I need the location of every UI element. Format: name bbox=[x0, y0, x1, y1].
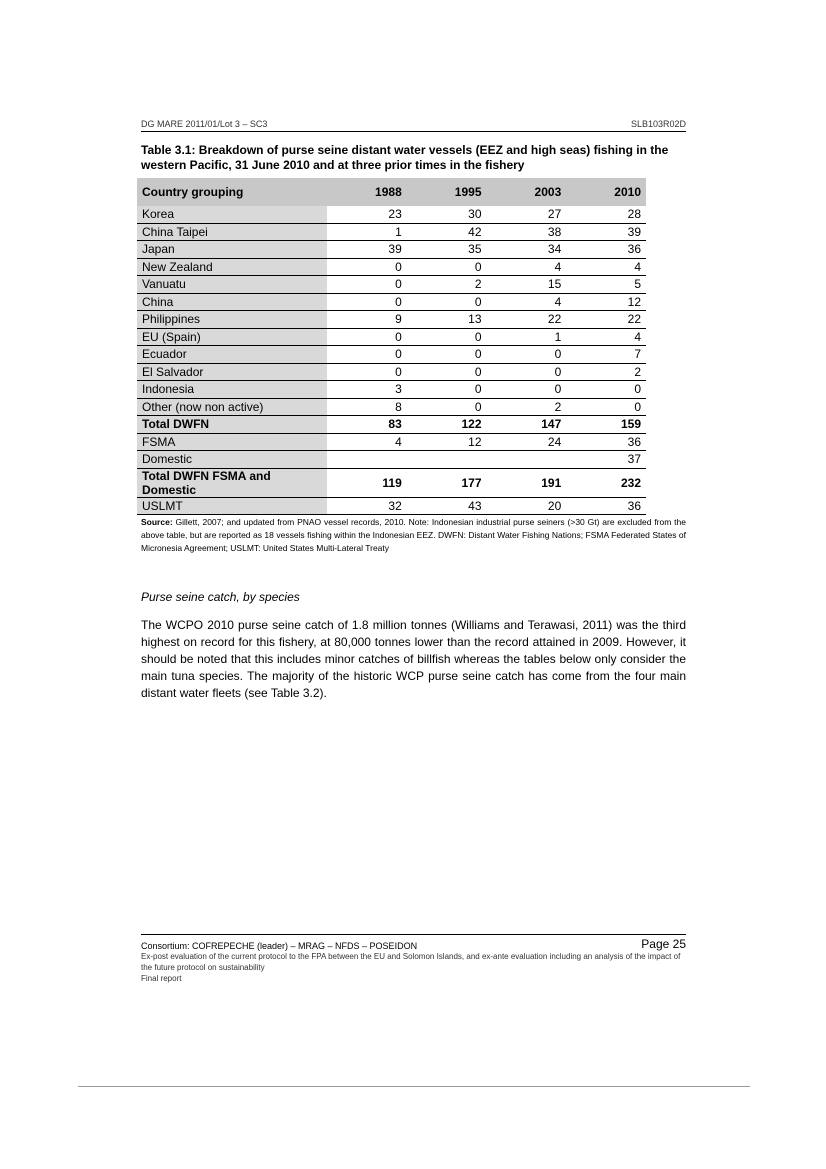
row-label: Japan bbox=[137, 241, 327, 259]
table-cell: 4 bbox=[487, 293, 567, 311]
table-cell: 1 bbox=[487, 328, 567, 346]
table-cell: 119 bbox=[327, 468, 407, 497]
table-cell: 20 bbox=[487, 497, 567, 515]
table-cell: 43 bbox=[407, 497, 487, 515]
table-header-row bbox=[137, 178, 646, 206]
page-number: Page 25 bbox=[641, 937, 686, 951]
table-cell: 2 bbox=[566, 363, 646, 381]
table-cell: 0 bbox=[407, 398, 487, 416]
table-cell: 32 bbox=[327, 497, 407, 515]
header-left: DG MARE 2011/01/Lot 3 – SC3 bbox=[141, 119, 268, 129]
table-cell: 13 bbox=[407, 311, 487, 329]
table-row bbox=[137, 276, 646, 294]
table-row bbox=[137, 223, 646, 241]
table-cell: 23 bbox=[327, 206, 407, 223]
table-cell: 0 bbox=[407, 381, 487, 399]
table-cell: 12 bbox=[407, 433, 487, 451]
row-label: China Taipei bbox=[137, 223, 327, 241]
table-cell: 36 bbox=[566, 497, 646, 515]
table-cell: 122 bbox=[407, 416, 487, 434]
row-label: Korea bbox=[137, 206, 327, 223]
table-cell: 159 bbox=[566, 416, 646, 434]
table-cell: 9 bbox=[327, 311, 407, 329]
column-header: 2010 bbox=[566, 178, 646, 206]
table-caption: Table 3.1: Breakdown of purse seine distant water vessels (EEZ and high seas) fishing in the western Pacific, 31 June 2010 and at three prior times in the fishery bbox=[141, 143, 669, 172]
table-cell: 191 bbox=[487, 468, 567, 497]
footer-report: Final report bbox=[141, 974, 182, 983]
table-cell: 0 bbox=[487, 381, 567, 399]
table-cell: 24 bbox=[487, 433, 567, 451]
table-cell: 22 bbox=[487, 311, 567, 329]
table-row bbox=[137, 311, 646, 329]
table-row bbox=[137, 328, 646, 346]
table-cell: 0 bbox=[327, 346, 407, 364]
vessel-table bbox=[137, 178, 646, 515]
table-cell: 0 bbox=[327, 293, 407, 311]
table-cell: 28 bbox=[566, 206, 646, 223]
table-row bbox=[137, 381, 646, 399]
body-paragraph: The WCPO 2010 purse seine catch of 1.8 million tonnes (Williams and Terawasi, 2011) was the third highest on record for this fishery, at 80,000 tonnes lower than the record attained in 2009. However, it should be noted that this includes minor catches of billfish whereas the tables below only consider the main tuna species. The majority of the historic WCP purse seine catch has come from the four main distant water fleets (see Table 3.2). bbox=[141, 618, 686, 700]
column-header: 2003 bbox=[487, 178, 567, 206]
column-header: 1995 bbox=[407, 178, 487, 206]
table-cell: 5 bbox=[566, 276, 646, 294]
footer-description: Ex-post evaluation of the current protocol to the FPA between the EU and Solomon Islands, and ex-ante evaluation including an analysis of the impact of the future protocol on sustainability bbox=[141, 952, 681, 972]
row-label: Total DWFN FSMA and Domestic bbox=[137, 468, 327, 497]
table-row bbox=[137, 363, 646, 381]
table-row bbox=[137, 258, 646, 276]
table-cell: 147 bbox=[487, 416, 567, 434]
table-cell: 35 bbox=[407, 241, 487, 259]
column-header: Country grouping bbox=[137, 178, 327, 206]
footer-divider bbox=[141, 934, 686, 935]
table-cell: 232 bbox=[566, 468, 646, 497]
table-cell: 4 bbox=[566, 258, 646, 276]
table-row bbox=[137, 416, 646, 434]
table-cell: 0 bbox=[566, 381, 646, 399]
row-label: China bbox=[137, 293, 327, 311]
table-cell: 0 bbox=[327, 258, 407, 276]
table-cell: 0 bbox=[407, 293, 487, 311]
table-cell: 8 bbox=[327, 398, 407, 416]
table-row bbox=[137, 451, 646, 469]
row-label: EU (Spain) bbox=[137, 328, 327, 346]
row-label: Other (now non active) bbox=[137, 398, 327, 416]
page-bottom-rule bbox=[78, 1086, 750, 1087]
row-label: New Zealand bbox=[137, 258, 327, 276]
table-cell: 2 bbox=[487, 398, 567, 416]
table-cell: 30 bbox=[407, 206, 487, 223]
row-label: Total DWFN bbox=[137, 416, 327, 434]
section-title: Purse seine catch, by species bbox=[141, 590, 300, 604]
table-cell: 42 bbox=[407, 223, 487, 241]
table-cell: 0 bbox=[407, 363, 487, 381]
table-cell: 34 bbox=[487, 241, 567, 259]
row-label: Indonesia bbox=[137, 381, 327, 399]
footer-top bbox=[141, 937, 686, 951]
table-cell: 4 bbox=[566, 328, 646, 346]
source-label: Source: bbox=[141, 517, 173, 527]
table-cell: 36 bbox=[566, 433, 646, 451]
table-cell: 0 bbox=[327, 328, 407, 346]
table-cell: 0 bbox=[407, 328, 487, 346]
table-cell: 27 bbox=[487, 206, 567, 223]
table-cell: 3 bbox=[327, 381, 407, 399]
table-cell: 177 bbox=[407, 468, 487, 497]
table-row bbox=[137, 241, 646, 259]
table-row bbox=[137, 468, 646, 497]
table-source-note bbox=[141, 516, 686, 555]
table-row bbox=[137, 398, 646, 416]
table-cell: 0 bbox=[566, 398, 646, 416]
table-cell: 37 bbox=[566, 451, 646, 469]
row-label: USLMT bbox=[137, 497, 327, 515]
table-cell bbox=[327, 451, 407, 469]
table-cell: 39 bbox=[327, 241, 407, 259]
table-cell: 36 bbox=[566, 241, 646, 259]
row-label: Philippines bbox=[137, 311, 327, 329]
table-cell: 0 bbox=[327, 276, 407, 294]
footer-consortium: Consortium: COFREPECHE (leader) – MRAG – NFDS – POSEIDON bbox=[141, 941, 418, 951]
table-cell: 2 bbox=[407, 276, 487, 294]
table-cell: 1 bbox=[327, 223, 407, 241]
column-header: 1988 bbox=[327, 178, 407, 206]
table-cell: 39 bbox=[566, 223, 646, 241]
row-label: FSMA bbox=[137, 433, 327, 451]
table-row bbox=[137, 433, 646, 451]
table-cell: 0 bbox=[487, 363, 567, 381]
table-row bbox=[137, 293, 646, 311]
table-cell bbox=[407, 451, 487, 469]
table-cell: 4 bbox=[487, 258, 567, 276]
footer-bottom bbox=[141, 951, 686, 984]
table-cell: 15 bbox=[487, 276, 567, 294]
row-label: Vanuatu bbox=[137, 276, 327, 294]
row-label: Domestic bbox=[137, 451, 327, 469]
header-right: SLB103R02D bbox=[630, 119, 686, 129]
table-cell: 83 bbox=[327, 416, 407, 434]
table-row bbox=[137, 497, 646, 515]
table-cell: 12 bbox=[566, 293, 646, 311]
table-cell: 0 bbox=[487, 346, 567, 364]
table-cell: 22 bbox=[566, 311, 646, 329]
table-cell: 4 bbox=[327, 433, 407, 451]
page-header bbox=[141, 119, 686, 132]
table-cell: 0 bbox=[407, 346, 487, 364]
table-cell: 7 bbox=[566, 346, 646, 364]
row-label: El Salvador bbox=[137, 363, 327, 381]
table-cell: 0 bbox=[407, 258, 487, 276]
row-label: Ecuador bbox=[137, 346, 327, 364]
source-text: Gillett, 2007; and updated from PNAO vessel records, 2010. Note: Indonesian industrial purse seiners (>30 Gt) are excluded from the above table, but are reported as 18 vessels fishing within the Indonesian EEZ. DWFN: Distant Water Fishing Nations; FSMA Federated States of Micronesia Agreement; USLMT: United States Multi-Lateral Treaty bbox=[141, 517, 686, 553]
table-row bbox=[137, 346, 646, 364]
table-cell: 0 bbox=[327, 363, 407, 381]
table-row bbox=[137, 206, 646, 223]
table-cell: 38 bbox=[487, 223, 567, 241]
table-cell bbox=[487, 451, 567, 469]
